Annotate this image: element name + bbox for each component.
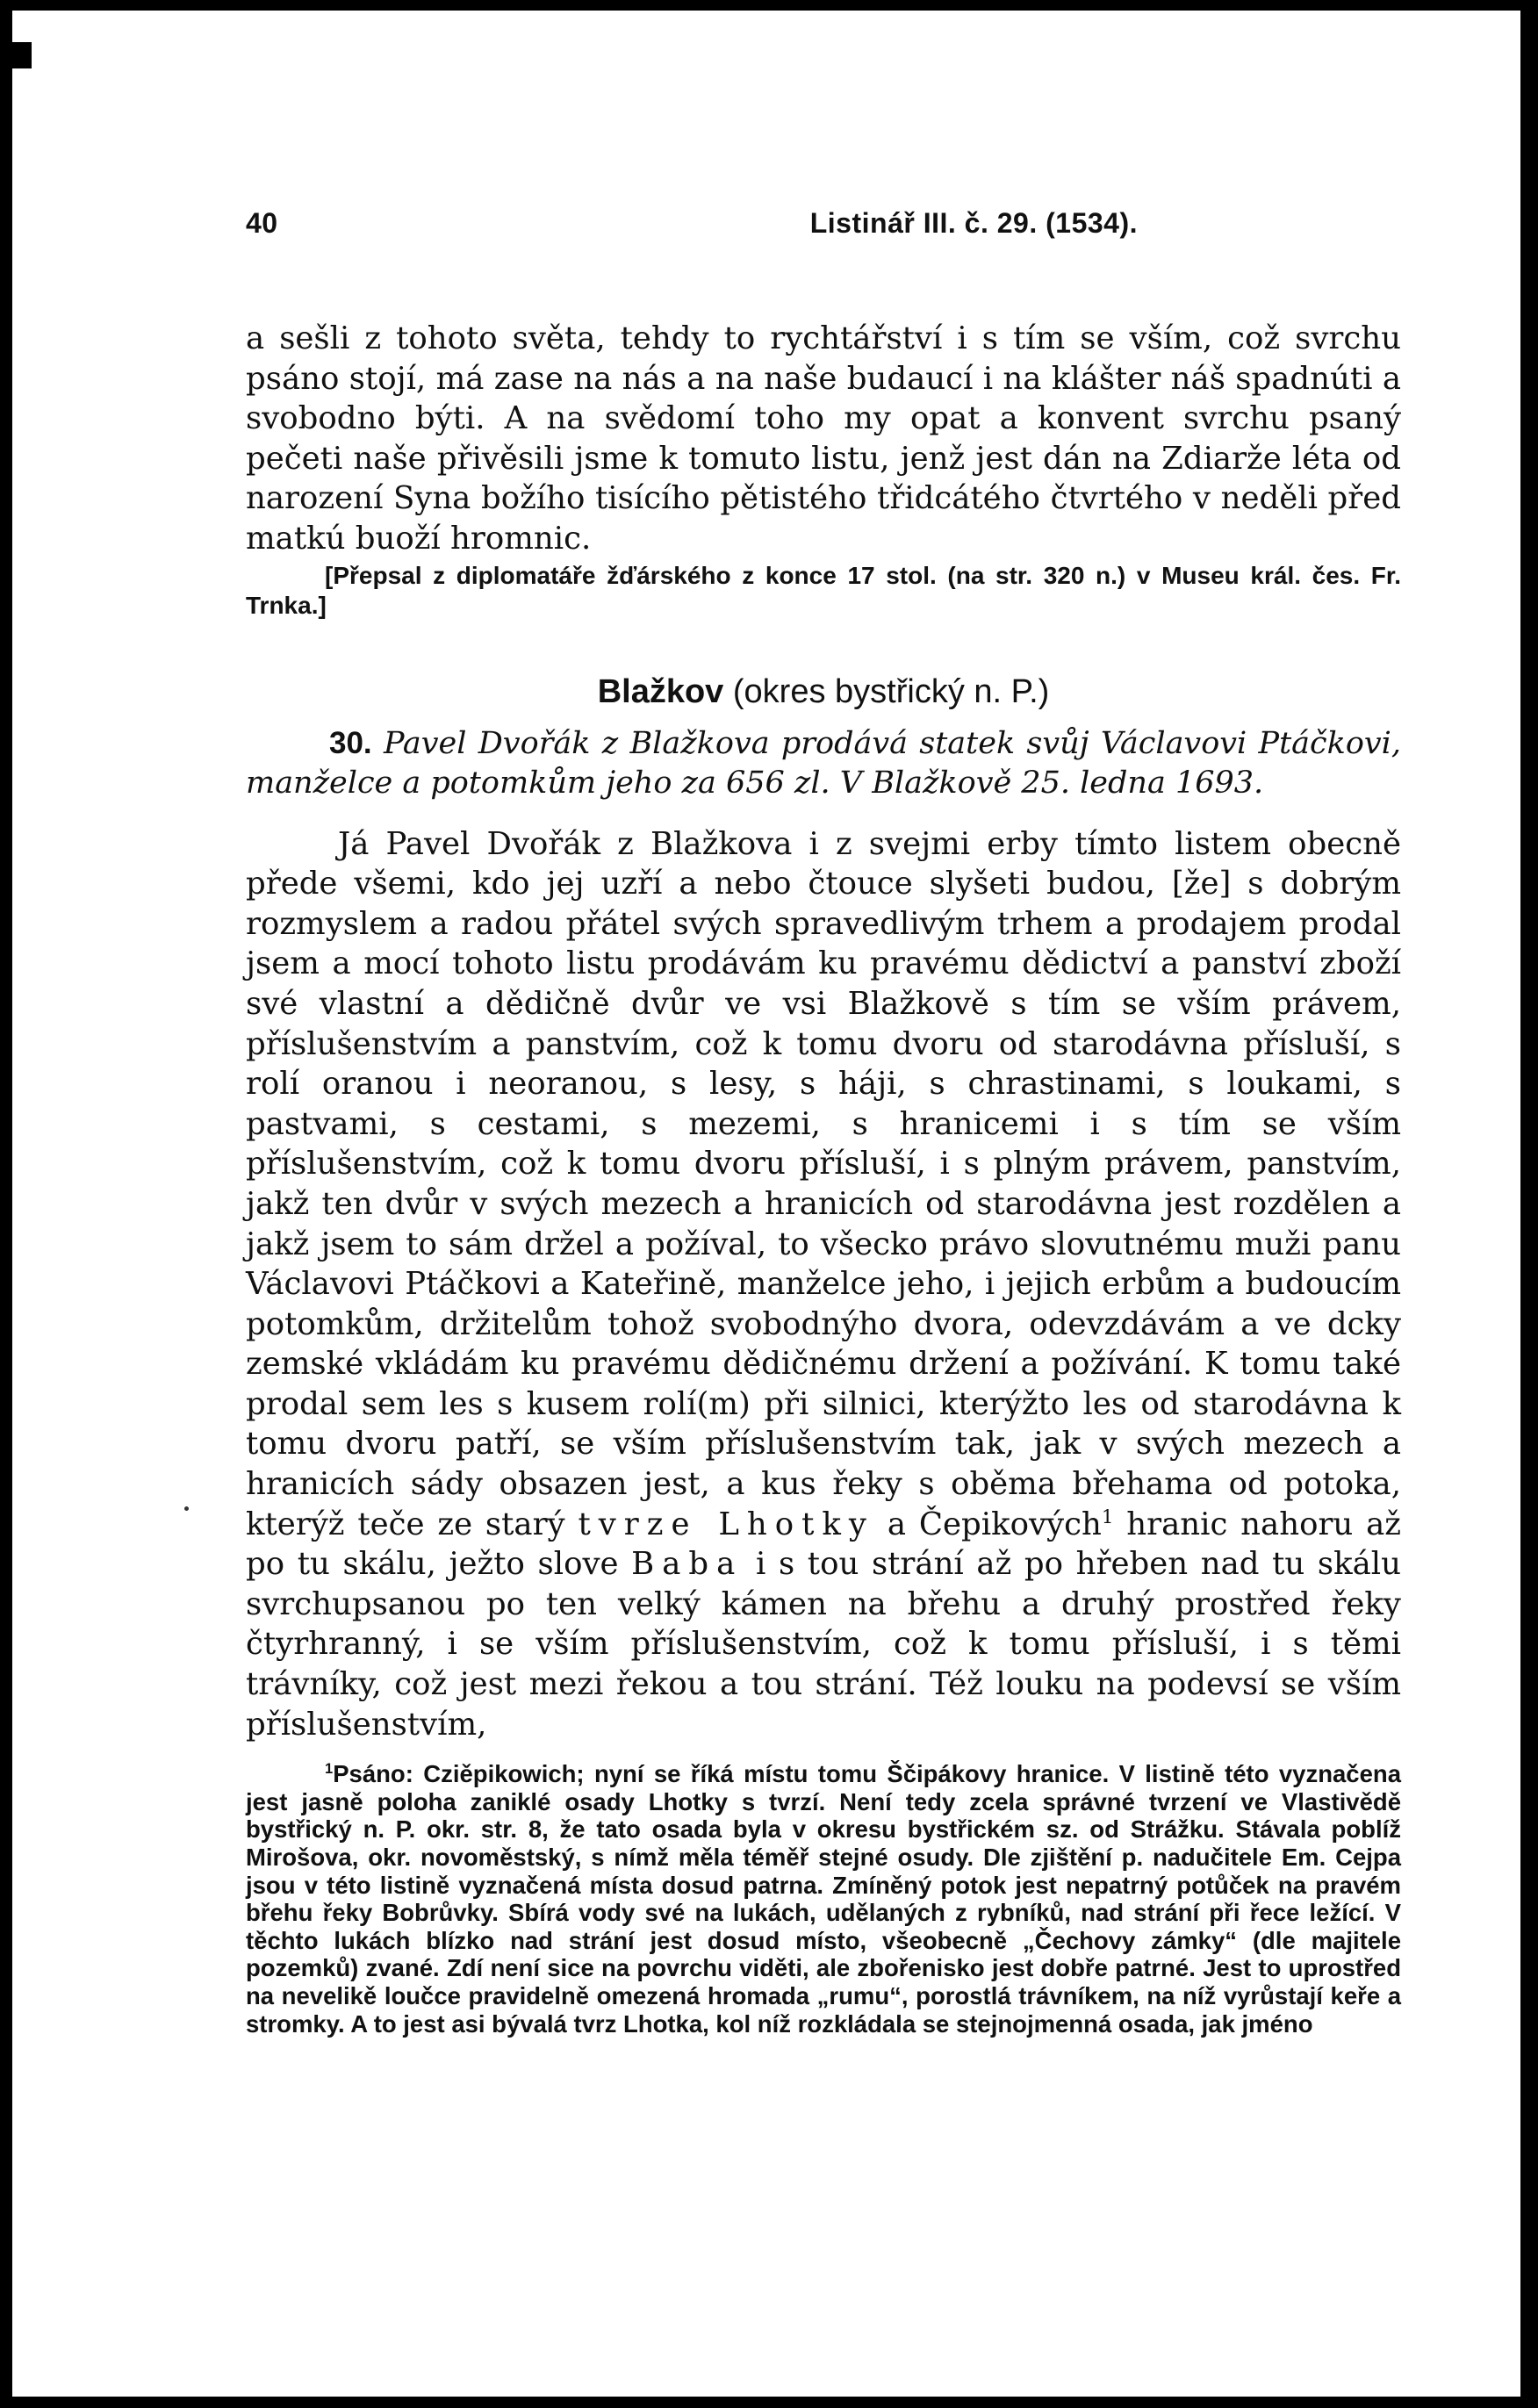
running-header bbox=[246, 207, 1401, 240]
place-zdiarze: Zdiarže bbox=[1161, 440, 1282, 477]
transcription-note: [Přepsal z diplomatáře žďárského z konce 17 stol. (na str. 320 n.) v Museu král. čes. Fr. Trnka.] bbox=[246, 561, 1401, 619]
section-heading bbox=[246, 673, 1401, 711]
main-text-part2: a Čepikových bbox=[873, 1506, 1102, 1542]
regest-text: Pavel Dvořák z Blažkova prodává statek svůj Václavovi Ptáčkovi, manželce a potomkům jeho za 656 zl. V Blažkově 25. ledna 1693. bbox=[246, 725, 1401, 801]
footnote bbox=[246, 1760, 1401, 2038]
running-title: Listinář III. č. 29. (1534). bbox=[809, 207, 1138, 239]
margin-dot bbox=[184, 1506, 189, 1511]
footnote-mark: 1 bbox=[325, 1761, 334, 1778]
prev-text-part2: léta od narození Syna božího tisícího pětistého třidcátého čtvrtého v neděli před matkú buoží hromnic. bbox=[246, 440, 1401, 557]
document-number: 30. bbox=[329, 725, 372, 760]
main-text-part1: Já Pavel Dvořák z Blažkova i z svejmi erby tímto listem obecně přede všemi, kdo jej uzří a nebo čtouce slyšeti budou, [že] s dobrým rozmyslem a radou přátel svých spravedlivým trhem a prodajem prodal jsem a mocí tohoto listu prodávám ku pravému dědictví a panství zboží své vlastní a dědičně dvůr ve vsi Blažkově s tím se vším právem, příslušenstvím a panstvím, což k tomu dvoru od starodávna přísluší, s rolí oranou i neoranou, s lesy, s háji, s chrastinami, s loukami, s pastvami, s cestami, s mezemi, s hranicemi i s tím se vším příslušenstvím, což k tomu dvoru přísluší, i s plným právem, panstvím, jakž ten dvůr v svých mezech a hranicích od starodávna jest rozdělen a jakž jsem to sám držel a požíval, to všecko právo slovutnému muži panu Václavovi Ptáčkovi a Kateřině, manželce jeho, i jejich erbům a budoucím potomkům, držitelům tohož svobodnýho dvora, odevzdávám a ve dcky zemské vkládám ku pravému dědičnému držení a požívání. K tomu také prodal sem les s kusem rolí(m) při silnici, kterýžto les od starodávna k tomu dvoru patří, se vším příslušenstvím tak, jak v svých mezech a hranicích sády obsazen jest, a kus řeky s oběma břehama od potoka, kterýž teče ze starý bbox=[246, 825, 1401, 1542]
main-text-part4: i s tou strání až po hřeben nad tu skálu svrchupsanou po ten velký kámen na břehu a druhý prostřed řeky čtyrhranný, i se vším příslušenstvím, což k tomu přísluší, i s těmi trávníky, což jest mezi řekou a tou strání. Též louku na podevsí se vším příslušenstvím, bbox=[246, 1546, 1401, 1743]
section-place: Blažkov bbox=[597, 672, 724, 710]
spaced-lhotky: tvrze Lhotky bbox=[578, 1506, 874, 1542]
prev-text-part1: a sešli z tohoto světa, tehdy to rychtářství i s tím se vším, což svrchu psáno stojí, má zase na nás a na naše budaucí i na klášter náš spadnúti a svobodno býti. A na svědomí toho my opat a konvent svrchu psaný pečeti naše přivěsili jsme k tomuto listu, jenž jest dán na bbox=[246, 320, 1401, 477]
document-regest bbox=[246, 723, 1401, 803]
footnote-text: Psáno: Cziěpikowich; nyní se říká místu tomu Ščipákovy hranice. V listině této vyznačena jest jasně poloha zaniklé osady Lhotky s tvrzí. Není tedy zcela správné tvrzení ve Vlastivědě bystřický n. P. okr. str. 8, že tato osada byla v okresu bystřickém sz. od Strážku. Stávala poblíž Mirošova, okr. novoměstský, s nímž měla téměř stejné osudy. Dle zjištění p. nadučitele Em. Cejpa jsou v této listině vyznačená místa dosud patrna. Zmíněný potok jest nepatrný potůček na pravém břehu řeky Bobrůvky. Sbírá vody své na lukách, udělaných z rybníků, nad strání při řece ležící. V těchto lukách blízko nad strání jest dosud místo, všeobecně „Čechovy zámky“ (dle majitele pozemků) zvané. Zdí není sice na povrchu viděti, ale zbořenisko jest dobře patrné. Jest to uprostřed na nevelikě loučce pravidelně omezená hromada „rumu“, porostlá trávníkem, na níž vyrůstají keře a stromky. A to jest asi bývalá tvrz Lhotka, kol níž rozkládala se stejnojmenná osada, jak jméno bbox=[246, 1760, 1401, 2038]
previous-document-ending bbox=[246, 319, 1401, 559]
scanned-page bbox=[12, 11, 1520, 2397]
main-text-part3: hranic nahoru až po tu skálu, ježto slove bbox=[246, 1506, 1401, 1583]
page-content bbox=[246, 207, 1401, 2038]
page-number: 40 bbox=[246, 207, 278, 239]
section-district: (okres bystřický n. P.) bbox=[732, 672, 1050, 710]
document-main-text bbox=[246, 824, 1401, 1745]
spaced-baba: Baba bbox=[631, 1546, 744, 1583]
scan-corner-mark bbox=[12, 42, 32, 68]
footnote-reference[interactable]: 1 bbox=[1101, 1506, 1114, 1528]
